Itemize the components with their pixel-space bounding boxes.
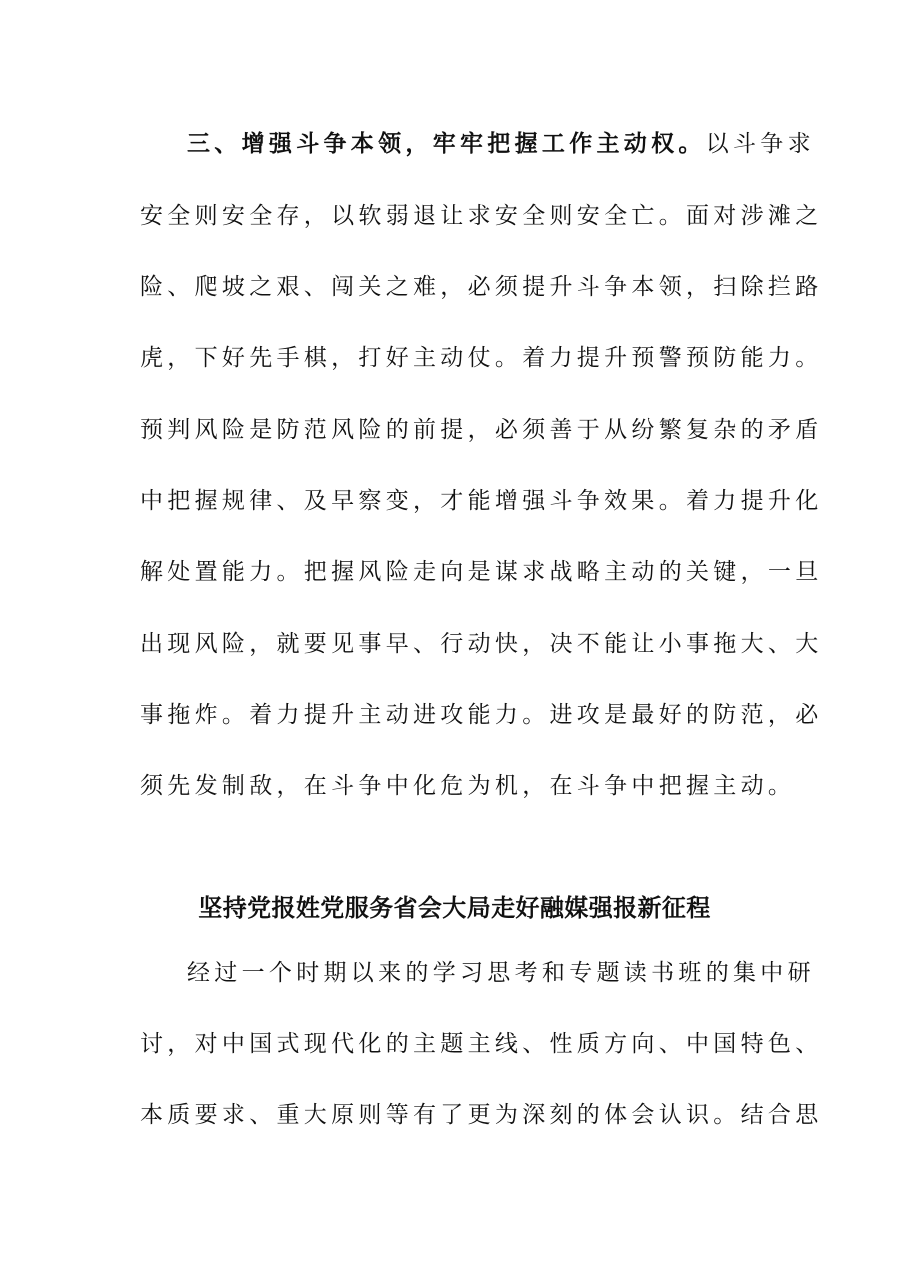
section-lead-heading: 三、增强斗争本领，牢牢把握工作主动权。 — [187, 130, 706, 157]
paragraph-line-6: 中把握规律、及早察变，才能增强斗争效果。着力提升化 — [140, 488, 823, 514]
paragraph-line-9: 事拖炸。着力提升主动进攻能力。进攻是最好的防范，必 — [140, 702, 823, 728]
paragraph-line-2: 安全则安全存，以软弱退让求安全则安全亡。面对涉滩之 — [140, 203, 823, 229]
paragraph-line-13: 本质要求、重大原则等有了更为深刻的体会认识。结合思 — [140, 1102, 823, 1128]
paragraph-line-10: 须先发制敌，在斗争中化危为机，在斗争中把握主动。 — [140, 773, 796, 799]
paragraph-line-5: 预判风险是防范风险的前提，必须善于从纷繁复杂的矛盾 — [140, 417, 823, 443]
article-title: 坚持党报姓党服务省会大局走好融媒强报新征程 — [198, 893, 711, 922]
paragraph-line-4: 虎，下好先手棋，打好主动仗。着力提升预警预防能力。 — [140, 345, 823, 371]
paragraph-line-7: 解处置能力。把握风险走向是谋求战略主动的关键，一旦 — [140, 559, 823, 585]
paragraph-line-1 — [187, 130, 815, 158]
paragraph-line-text: 以斗争求 — [705, 131, 815, 157]
paragraph-line-3: 险、爬坡之艰、闯关之难，必须提升斗争本领，扫除拦路 — [140, 274, 823, 300]
paragraph-line-8: 出现风险，就要见事早、行动快，决不能让小事拖大、大 — [140, 631, 823, 657]
paragraph-line-12: 讨，对中国式现代化的主题主线、性质方向、中国特色、 — [140, 1031, 823, 1057]
paragraph-line-11: 经过一个时期以来的学习思考和专题读书班的集中研 — [187, 960, 815, 986]
